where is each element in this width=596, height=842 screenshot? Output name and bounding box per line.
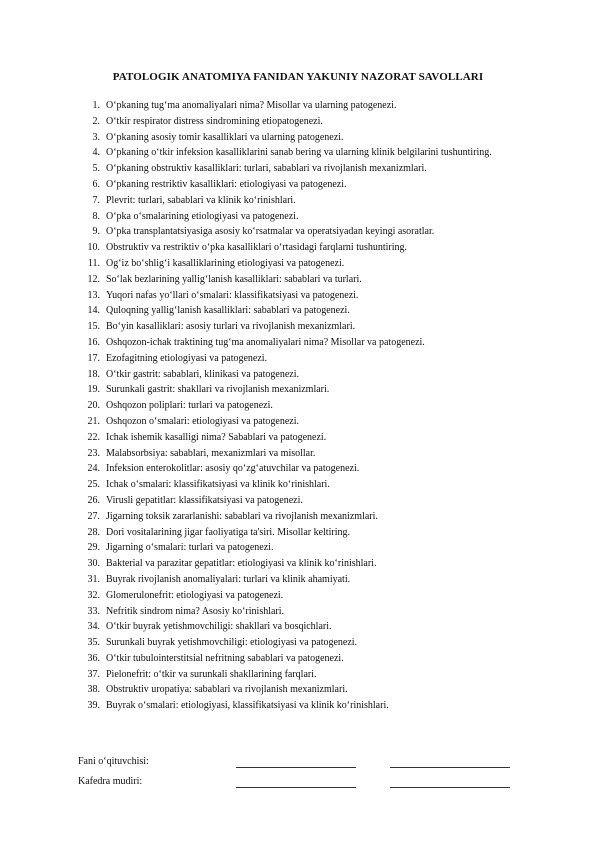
question-number: 4.	[92, 147, 100, 159]
question-item	[78, 114, 518, 130]
question-item	[78, 635, 518, 651]
question-text: Quloqning yallig‘lanish kasalliklari: sabablari va patogenezi.	[106, 305, 350, 317]
question-text: Nefritik sindrom nima? Asosiy ko‘rinishlari.	[106, 605, 285, 617]
question-text: Surunkali buyrak yetishmovchiligi: etiologiyasi va patogenezi.	[106, 637, 358, 649]
question-number: 29.	[87, 542, 100, 554]
question-item	[78, 335, 518, 351]
question-text: Pielonefrit: o‘tkir va surunkali shakllarining farqlari.	[106, 668, 317, 680]
question-item	[78, 145, 518, 161]
question-text: Buyrak rivojlanish anomaliyalari: turlari va klinik ahamiyati.	[106, 573, 351, 585]
question-number: 39.	[87, 700, 100, 712]
question-number: 32.	[87, 589, 100, 601]
question-item	[78, 556, 518, 572]
question-number: 21.	[87, 415, 100, 427]
question-text: O‘pkaning o‘tkir infeksion kasalliklarini sanab bering va ularning klinik belgilarini tushuntiring.	[106, 147, 492, 159]
question-item	[78, 161, 518, 177]
question-item	[78, 303, 518, 319]
signature-label: Fani o‘qituvchisi:	[78, 756, 149, 767]
question-number: 25.	[87, 479, 100, 491]
question-number: 30.	[87, 558, 100, 570]
question-number: 9.	[92, 226, 100, 238]
question-item	[78, 461, 518, 477]
question-number: 16.	[87, 336, 100, 348]
question-text: Jigarning o‘smalari: turlari va patogenezi.	[106, 542, 274, 554]
question-item	[78, 604, 518, 620]
question-item	[78, 651, 518, 667]
question-number: 34.	[87, 621, 100, 633]
question-item	[78, 509, 518, 525]
question-text: So‘lak bezlarining yallig‘lanish kasalliklari: sabablari va turlari.	[106, 273, 362, 285]
question-item	[78, 98, 518, 114]
question-number: 12.	[87, 273, 100, 285]
question-item	[78, 682, 518, 698]
signature-row-teacher	[78, 756, 538, 772]
question-text: Virusli gepatitlar: klassifikatsiyasi va patogenezi.	[106, 494, 303, 506]
question-item	[78, 319, 518, 335]
question-number: 10.	[87, 242, 100, 254]
signature-label: Kafedra mudiri:	[78, 776, 143, 787]
question-number: 31.	[87, 573, 100, 585]
question-text: Glomerulonefrit: etiologiyasi va patogenezi.	[106, 589, 284, 601]
question-text: Surunkali gastrit: shakllari va rivojlanish mexanizmlari.	[106, 384, 330, 396]
question-item	[78, 588, 518, 604]
question-number: 18.	[87, 368, 100, 380]
question-number: 17.	[87, 352, 100, 364]
question-number: 37.	[87, 668, 100, 680]
question-item	[78, 572, 518, 588]
question-text: Buyrak o‘smalari: etiologiyasi, klassifikatsiyasi va klinik ko‘rinishlari.	[106, 700, 389, 712]
question-text: Ichak o‘smalari: klassifikatsiyasi va klinik ko‘rinishlari.	[106, 479, 330, 491]
question-number: 8.	[92, 210, 100, 222]
question-item	[78, 414, 518, 430]
question-number: 38.	[87, 684, 100, 696]
question-number: 13.	[87, 289, 100, 301]
question-item	[78, 193, 518, 209]
signature-line	[390, 787, 510, 788]
question-text: Oshqozon-ichak traktining tug‘ma anomaliyalari nima? Misollar va patogenezi.	[106, 336, 425, 348]
question-number: 26.	[87, 494, 100, 506]
question-text: Obstruktiv uropatiya: sabablari va rivojlanish mexanizmlari.	[106, 684, 348, 696]
question-text: O‘pka transplantatsiyasiga asosiy ko‘rsatmalar va operatsiyadan keyingi asoratlar.	[106, 226, 435, 238]
question-text: O‘pka o‘smalarining etiologiyasi va patogenezi.	[106, 210, 299, 222]
question-text: Malabsorbsiya: sabablari, mexanizmlari va misollar.	[106, 447, 316, 459]
question-item	[78, 430, 518, 446]
question-text: Infeksion enterokolitlar: asosiy qo‘zg‘atuvchilar va patogenezi.	[106, 463, 360, 475]
question-text: Oshqozon poliplari: turlari va patogenezi.	[106, 400, 273, 412]
question-text: O‘pkaning obstruktiv kasalliklari: turlari, sabablari va rivojlanish mexanizmlari.	[106, 163, 427, 175]
question-number: 5.	[92, 163, 100, 175]
question-text: O‘pkaning asosiy tomir kasalliklari va ularning patogenezi.	[106, 131, 344, 143]
question-text: O‘tkir gastrit: sabablari, klinikasi va patogenezi.	[106, 368, 299, 380]
question-number: 22.	[87, 431, 100, 443]
question-number: 7.	[92, 194, 100, 206]
question-text: Bo‘yin kasalliklari: asosiy turlari va rivojlanish mexanizmlari.	[106, 321, 356, 333]
question-number: 3.	[92, 131, 100, 143]
question-item	[78, 209, 518, 225]
question-item	[78, 382, 518, 398]
question-text: Obstruktiv va restriktiv o‘pka kasalliklari o‘rtasidagi farqlarni tushuntiring.	[106, 242, 408, 254]
question-number: 19.	[87, 384, 100, 396]
question-item	[78, 272, 518, 288]
question-text: Jigarning toksik zararlanishi: sabablari va rivojlanish mexanizmlari.	[106, 510, 378, 522]
question-text: Og‘iz bo‘shlig‘i kasalliklarining etiologiyasi va patogenezi.	[106, 257, 345, 269]
question-item	[78, 177, 518, 193]
question-text: O‘pkaning restriktiv kasalliklari: etiologiyasi va patogenezi.	[106, 178, 347, 190]
question-item	[78, 667, 518, 683]
question-item	[78, 477, 518, 493]
question-number: 33.	[87, 605, 100, 617]
question-number: 35.	[87, 637, 100, 649]
question-number: 20.	[87, 400, 100, 412]
question-number: 27.	[87, 510, 100, 522]
question-number: 24.	[87, 463, 100, 475]
question-number: 11.	[87, 257, 100, 269]
question-item	[78, 367, 518, 383]
question-text: Oshqozon o‘smalari: etiologiyasi va patogenezi.	[106, 415, 300, 427]
question-item	[78, 224, 518, 240]
question-number: 36.	[87, 652, 100, 664]
question-list	[78, 98, 518, 714]
question-text: Ezofagitning etiologiyasi va patogenezi.	[106, 352, 268, 364]
question-number: 14.	[87, 305, 100, 317]
question-number: 28.	[87, 526, 100, 538]
question-item	[78, 493, 518, 509]
question-number: 2.	[92, 115, 100, 127]
question-number: 6.	[92, 178, 100, 190]
question-item	[78, 525, 518, 541]
question-text: O‘tkir buyrak yetishmovchiligi: shakllari va bosqichlari.	[106, 621, 332, 633]
question-item	[78, 398, 518, 414]
question-item	[78, 240, 518, 256]
question-item	[78, 446, 518, 462]
signature-row-head	[78, 776, 538, 792]
question-number: 15.	[87, 321, 100, 333]
signature-line	[236, 767, 356, 768]
question-text: O‘pkaning tug‘ma anomaliyalari nima? Misollar va ularning patogenezi.	[106, 100, 397, 111]
question-text: Bakterial va parazitar gepatitlar: etiologiyasi va klinik ko‘rinishlari.	[106, 558, 377, 570]
document-title: PATOLOGIK ANATOMIYA FANIDAN YAKUNIY NAZORAT SAVOLLARI	[112, 71, 484, 83]
signature-line	[390, 767, 510, 768]
question-item	[78, 698, 518, 714]
question-number: 23.	[87, 447, 100, 459]
question-item	[78, 130, 518, 146]
question-number: 1.	[92, 100, 100, 111]
question-item	[78, 619, 518, 635]
question-text: O‘tkir tubulointerstitsial nefritning sabablari va patogenezi.	[106, 652, 344, 664]
question-text: Yuqori nafas yo‘llari o‘smalari: klassifikatsiyasi va patogenezi.	[106, 289, 359, 301]
question-item	[78, 540, 518, 556]
question-item	[78, 288, 518, 304]
question-item	[78, 351, 518, 367]
question-text: Plevrit: turlari, sabablari va klinik ko‘rinishlari.	[106, 194, 296, 206]
question-item	[78, 256, 518, 272]
question-text: Dori vositalarining jigar faoliyatiga ta'siri. Misollar keltiring.	[106, 526, 350, 538]
question-text: O‘tkir respirator distress sindromining etiopatogenezi.	[106, 115, 323, 127]
question-text: Ichak ishemik kasalligi nima? Sabablari va patogenezi.	[106, 431, 327, 443]
signature-line	[236, 787, 356, 788]
